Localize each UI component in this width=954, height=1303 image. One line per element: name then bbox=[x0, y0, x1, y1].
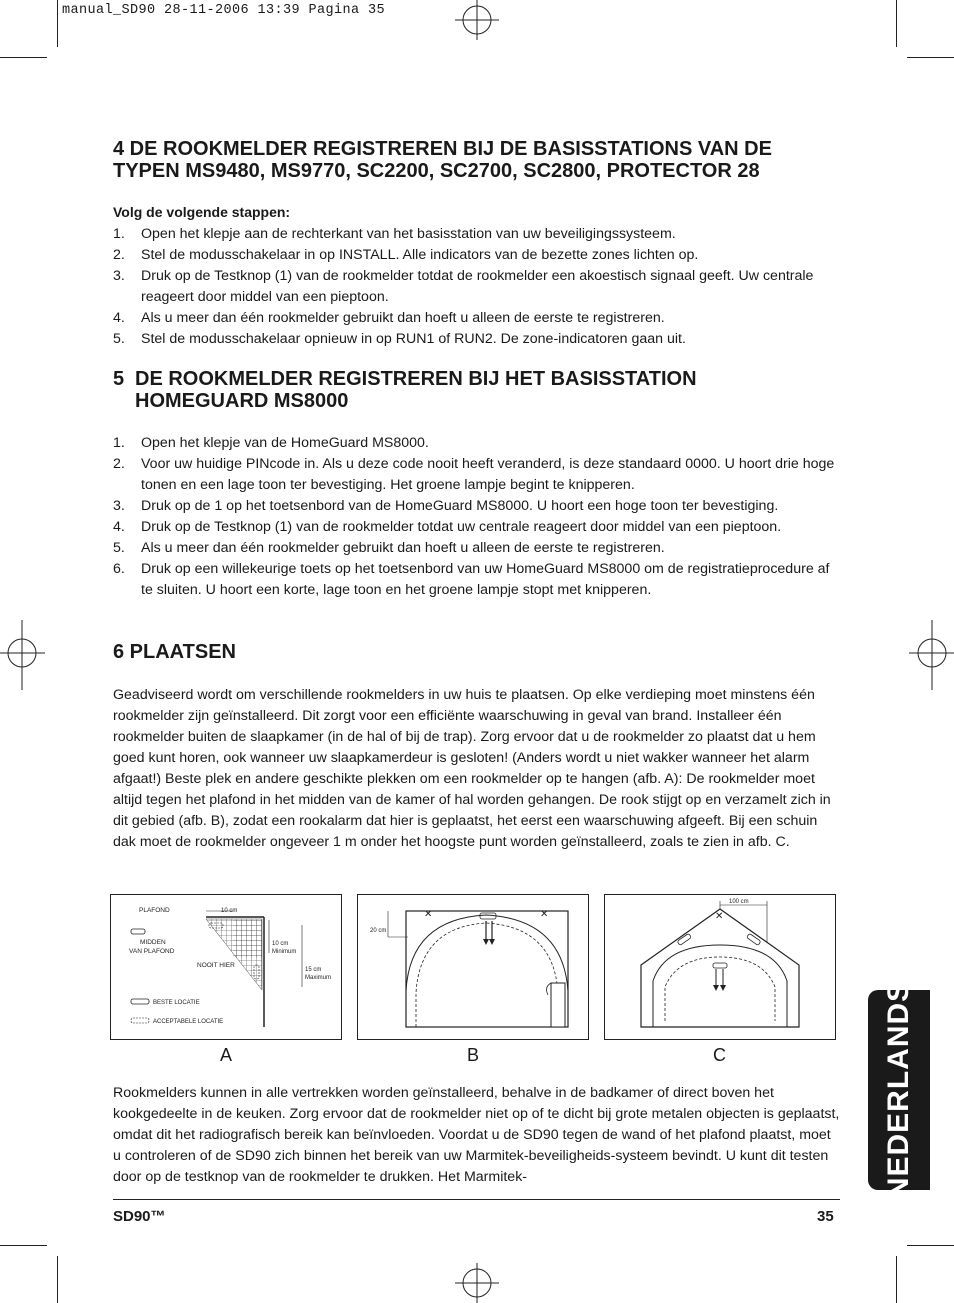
language-side-tab bbox=[868, 980, 930, 1200]
section-4-title bbox=[113, 138, 873, 182]
step-number: 4. bbox=[113, 310, 125, 326]
print-header: manual_SD90 28-11-2006 13:39 Pagina 35 bbox=[62, 3, 386, 18]
figure-c-label: C bbox=[713, 1045, 726, 1065]
figure-b-label: B bbox=[467, 1045, 480, 1065]
section-4-title-line2: TYPEN MS9480, MS9770, SC2200, SC2700, SC2800, PROTECTOR 28 bbox=[113, 160, 760, 182]
section-4-steps bbox=[113, 224, 843, 350]
registration-mark-top bbox=[447, 0, 507, 40]
list-item bbox=[113, 245, 843, 266]
step-number: 5. bbox=[113, 540, 125, 556]
step-number: 1. bbox=[113, 226, 125, 242]
list-item bbox=[113, 517, 843, 538]
section-4-title-line1: 4 DE ROOKMELDER REGISTREREN BIJ DE BASISSTATIONS VAN DE bbox=[113, 138, 772, 160]
step-text: Druk op de Testknop (1) van de rookmelder totdat uw centrale reageert door middel van een pieptoon. bbox=[141, 519, 782, 535]
step-text: Voor uw huidige PINcode in. Als u deze code nooit heeft veranderd, is deze standaard 0000. U hoort drie hoge tonen en een lage toon ter bevestiging. Het groene lampje begint te knipperen. bbox=[141, 456, 835, 493]
crop-mark bbox=[57, 0, 58, 47]
step-text: Druk op de 1 op het toetsenbord van de HomeGuard MS8000. U hoort een hoge toon ter bevestiging. bbox=[141, 498, 779, 514]
section-6-paragraph-1: Geadviseerd wordt om verschillende rookmelders in uw huis te plaatsen. Op elke verdieping moet minstens één rookmelder zijn geïnstalleerd. Dit zorgt voor een efficiënte waarschuwing in geval van brand. Installeer één rookmelder buiten de slaapkamer (in de hal of bij de trap). Zorg ervoor dat u de rookmelder zo plaatst dat u hem goed kunt horen, ook wanneer uw slaapkamerdeur is gesloten! (Anders wordt u niet wakker wanneer het alarm afgaat!) Beste plek en andere geschikte plekken om een rookmelder op te hangen (afb. A): De rookmelder moet altijd tegen het plafond in het midden van de kamer of hal worden gehangen. De rook stijgt op en verzamelt zich in dit gebied (afb. B), zodat een rookalarm dat hier is geplaatst, het eerst een waarschuwing afgeeft. Bij een schuin dak moet de rookmelder ongeveer 1 m onder het hoogste punt worden geïnstalleerd, zoals te zien in afb. C. bbox=[113, 687, 831, 850]
section-5-title bbox=[113, 368, 873, 412]
list-item bbox=[113, 433, 843, 454]
label-plafond: PLAFOND bbox=[139, 907, 170, 914]
list-item bbox=[113, 329, 843, 350]
label-van-plafond: VAN PLAFOND bbox=[129, 948, 175, 955]
section-5-title-line2: HOMEGUARD MS8000 bbox=[135, 390, 349, 412]
section-5-number: 5 bbox=[113, 368, 125, 390]
crop-mark bbox=[896, 1256, 897, 1303]
step-number: 2. bbox=[113, 247, 125, 263]
figure-b-illustration bbox=[358, 895, 588, 1039]
step-text: Stel de modusschakelaar in op INSTALL. Alle indicators van de bezette zones lichten op. bbox=[141, 247, 699, 263]
step-text: Stel de modusschakelaar opnieuw in op RUN1 of RUN2. De zone-indicatoren gaan uit. bbox=[141, 331, 686, 347]
label-maximum: Maximum bbox=[305, 975, 332, 981]
label-midden: MIDDEN bbox=[140, 939, 166, 946]
step-number: 5. bbox=[113, 331, 125, 347]
list-item bbox=[113, 266, 843, 308]
crop-mark bbox=[907, 1245, 954, 1246]
label-minimum: Minimum bbox=[272, 949, 297, 955]
step-number: 6. bbox=[113, 561, 125, 577]
step-text: Open het klepje van de HomeGuard MS8000. bbox=[141, 435, 429, 451]
list-item bbox=[113, 224, 843, 245]
list-item bbox=[113, 308, 843, 329]
svg-text:✕: ✕ bbox=[540, 909, 549, 920]
label-10cm-min: 10 cm bbox=[272, 941, 289, 947]
label-beste-locatie: BESTE LOCATIE bbox=[153, 1000, 200, 1006]
svg-text:✕: ✕ bbox=[424, 909, 433, 920]
list-item bbox=[113, 454, 843, 496]
step-text: Druk op een willekeurige toets op het toetsenbord van uw HomeGuard MS8000 om de registratieprocedure af te sluiten. U hoort een korte, lage toon en het groene lampje stopt met knipperen. bbox=[141, 561, 830, 598]
step-text: Als u meer dan één rookmelder gebruikt dan hoeft u alleen de eerste te registreren. bbox=[141, 540, 665, 556]
label-20cm: 20 cm bbox=[370, 928, 387, 934]
step-number: 4. bbox=[113, 519, 125, 535]
step-number: 2. bbox=[113, 456, 125, 472]
list-item bbox=[113, 538, 843, 559]
step-number: 1. bbox=[113, 435, 125, 451]
section-4-intro: Volg de volgende stappen: bbox=[113, 204, 291, 220]
label-acceptabele-locatie: ACCEPTABELE LOCATIE bbox=[153, 1019, 224, 1025]
step-number: 3. bbox=[113, 498, 125, 514]
side-tab-label: NEDERLANDS bbox=[882, 980, 915, 1200]
crop-mark bbox=[907, 57, 954, 58]
step-number: 3. bbox=[113, 268, 125, 284]
crop-mark bbox=[57, 1256, 58, 1303]
figure-a-illustration bbox=[111, 895, 341, 1039]
figure-c-illustration bbox=[605, 895, 835, 1039]
figure-c bbox=[604, 894, 836, 1040]
section-6-title: 6 PLAATSEN bbox=[113, 641, 236, 663]
label-nooit-hier: NOOIT HIER bbox=[197, 962, 235, 969]
registration-mark-right bbox=[909, 620, 954, 690]
figure-b bbox=[357, 894, 589, 1040]
crop-mark bbox=[0, 57, 47, 58]
list-item bbox=[113, 496, 843, 517]
section-6-paragraph-2: Rookmelders kunnen in alle vertrekken worden geïnstalleerd, behalve in de badkamer of direct boven het kookgedeelte in de keuken. Zorg ervoor dat de rookmelder niet op of te dicht bij grote metalen objecten is geplaatst, omdat dit het radiografisch bereik kan beïnvloeden. Voordat u de SD90 tegen de wand of het plafond plaatst, moet u controleren of de SD90 zich binnen het bereik van uw Marmitek-beveiligheids-systeem bevindt. U kunt dit testen door op de testknop van de rookmelder te drukken. Het Marmitek- bbox=[113, 1085, 840, 1185]
label-15cm: 15 cm bbox=[305, 967, 322, 973]
svg-text:✕: ✕ bbox=[715, 911, 724, 922]
label-100cm: 100 cm bbox=[729, 899, 749, 905]
registration-mark-left bbox=[0, 620, 45, 690]
registration-mark-bottom bbox=[447, 1263, 507, 1303]
crop-mark bbox=[896, 0, 897, 47]
step-text: Druk op de Testknop (1) van de rookmelder totdat de rookmelder een akoestisch signaal geeft. Uw centrale reageert door middel van een pieptoon. bbox=[141, 268, 814, 305]
figure-a-label: A bbox=[220, 1045, 233, 1065]
section-5-title-line1: DE ROOKMELDER REGISTREREN BIJ HET BASISSTATION bbox=[135, 368, 697, 390]
footer-page-number: 35 bbox=[817, 1208, 834, 1225]
crop-mark bbox=[0, 1245, 47, 1246]
step-text: Als u meer dan één rookmelder gebruikt dan hoeft u alleen de eerste te registreren. bbox=[141, 310, 665, 326]
list-item bbox=[113, 559, 843, 601]
section-5-steps bbox=[113, 433, 843, 601]
label-10cm-top: 10 cm bbox=[221, 908, 238, 914]
footer-product: SD90™ bbox=[113, 1208, 166, 1225]
step-text: Open het klepje aan de rechterkant van het basisstation van uw beveiligingssysteem. bbox=[141, 226, 676, 242]
footer-rule bbox=[113, 1199, 840, 1200]
figure-a bbox=[110, 894, 342, 1040]
